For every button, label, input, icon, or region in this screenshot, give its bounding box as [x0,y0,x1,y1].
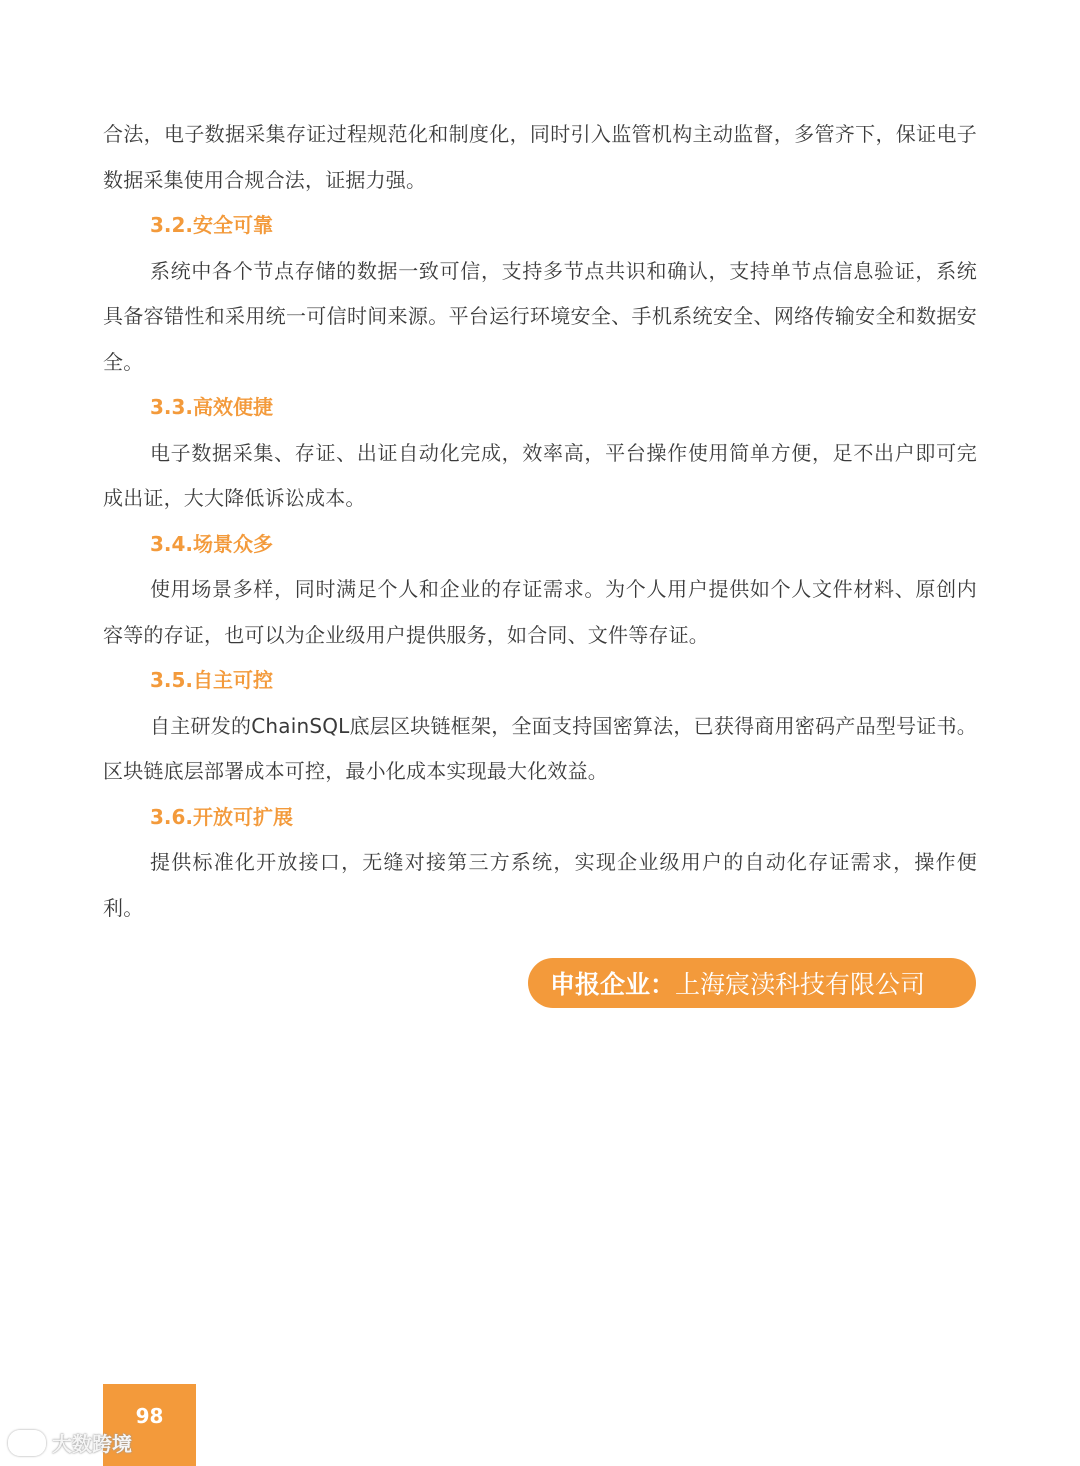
section-heading-scenarios: 3.4.场景众多 [150,531,274,556]
section-heading-autonomy: 3.5.自主可控 [150,668,274,692]
company-badge [528,958,976,1008]
main-content [103,112,977,931]
section-body-efficiency: 电子数据采集、存证、出证自动化完成，效率高，平台操作使用简单方便，足不出户即可完成出证，大大降低诉讼成本。 [103,440,977,510]
company-name: 上海宸渎科技有限公司 [675,970,926,999]
watermark-logo-icon [8,1430,46,1456]
section-heading-efficiency: 3.3.高效便捷 [150,395,274,419]
company-label: 申报企业： [550,970,676,999]
section-heading-openness: 3.6.开放可扩展 [150,804,294,829]
section-body-autonomy: 自主研发的ChainSQL底层区块链框架，全面支持国密算法，已获得商用密码产品型号证书。区块链底层部署成本可控，最小化成本实现最大化效益。 [103,713,977,783]
section-body-security: 系统中各个节点存储的数据一致可信，支持多节点共识和确认，支持单节点信息验证，系统具备容错性和采用统一可信时间来源。平台运行环境安全、手机系统安全、网络传输安全和数据安全。 [103,258,977,374]
watermark [8,1428,132,1457]
section-heading-security: 3.2.安全可靠 [150,213,274,237]
intro-paragraph: 合法，电子数据采集存证过程规范化和制度化，同时引入监管机构主动监督，多管齐下，保证电子数据采集使用合规合法，证据力强。 [103,122,977,192]
section-body-openness: 提供标准化开放接口，无缝对接第三方系统，实现企业级用户的自动化存证需求，操作便利。 [103,850,977,920]
section-body-scenarios: 使用场景多样，同时满足个人和企业的存证需求。为个人用户提供如个人文件材料、原创内容等的存证，也可以为企业级用户提供服务，如合同、文件等存证。 [103,577,977,647]
page-number: 98 [135,1404,164,1428]
watermark-text: 大数跨境 [52,1432,132,1456]
